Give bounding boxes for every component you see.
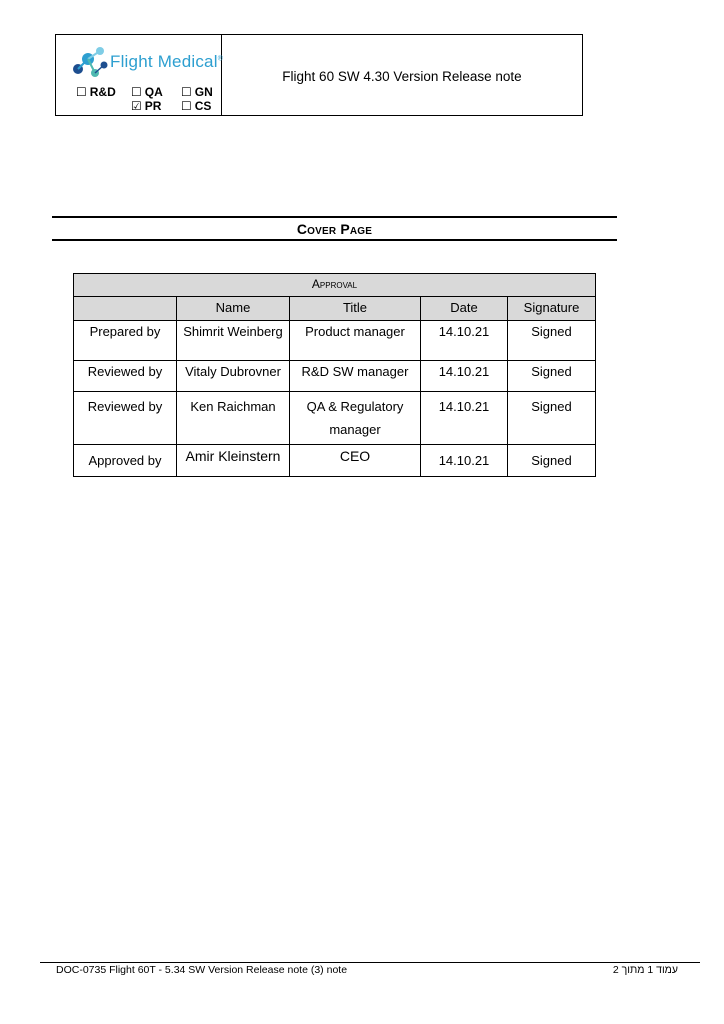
dept-pr[interactable] xyxy=(131,99,181,113)
registered-mark: ® xyxy=(217,55,224,63)
date-cell: 14.10.21 xyxy=(421,361,508,392)
column-header-name: Name xyxy=(177,297,290,321)
date-cell: 14.10.21 xyxy=(421,445,508,477)
cover-page-heading-box xyxy=(52,216,617,241)
role-cell: Reviewed by xyxy=(74,361,177,392)
column-header-title: Title xyxy=(290,297,421,321)
role-cell: Reviewed by xyxy=(74,392,177,445)
checkbox-icon: ☐ xyxy=(76,85,87,99)
signature-cell: Signed xyxy=(508,392,596,445)
approval-table xyxy=(73,273,596,477)
checked-checkbox-icon: ☑ xyxy=(131,99,142,113)
role-cell: Approved by xyxy=(74,445,177,477)
name-cell: Ken Raichman xyxy=(177,392,290,445)
footer-doc-reference: DOC-0735 Flight 60T - 5.34 SW Version Release note (3) note xyxy=(56,964,348,976)
signature-cell: Signed xyxy=(508,321,596,361)
role-cell: Prepared by xyxy=(74,321,177,361)
footer-page-number: עמוד 1 מתוך 2 xyxy=(612,964,678,976)
table-row xyxy=(74,445,596,477)
table-row xyxy=(74,361,596,392)
signature-cell: Signed xyxy=(508,361,596,392)
dept-rd[interactable] xyxy=(76,85,131,99)
date-cell: 14.10.21 xyxy=(421,392,508,445)
column-header-signature: Signature xyxy=(508,297,596,321)
dept-qa[interactable] xyxy=(131,85,181,99)
dept-label: R&D xyxy=(89,85,116,99)
column-header-date: Date xyxy=(421,297,508,321)
dept-label: PR xyxy=(144,99,162,113)
document-header xyxy=(55,34,583,116)
title-cell: Product manager xyxy=(290,321,421,361)
footer-divider xyxy=(40,962,700,963)
department-checkboxes xyxy=(76,85,222,113)
name-cell: Vitaly Dubrovner xyxy=(177,361,290,392)
signature-cell: Signed xyxy=(508,445,596,477)
dept-cs[interactable] xyxy=(181,99,211,113)
checkbox-icon: ☐ xyxy=(181,99,192,113)
table-row xyxy=(74,392,596,445)
header-logo-cell xyxy=(56,35,222,115)
dept-label: CS xyxy=(194,99,212,113)
approval-section-title: Approval xyxy=(74,274,596,297)
logo-wordmark: Flight Medical xyxy=(110,52,218,71)
title-cell: R&D SW manager xyxy=(290,361,421,392)
cover-page-title: Cover Page xyxy=(296,220,373,237)
dept-gn[interactable] xyxy=(181,85,213,99)
checkbox-icon: ☐ xyxy=(181,85,192,99)
document-title: Flight 60 SW 4.30 Version Release note xyxy=(282,68,522,84)
logo-text xyxy=(110,52,223,72)
date-cell: 14.10.21 xyxy=(421,321,508,361)
title-cell: QA & Regulatory manager xyxy=(290,392,421,445)
dept-label: QA xyxy=(144,85,163,99)
name-cell: Shimrit Weinberg xyxy=(177,321,290,361)
table-row xyxy=(74,321,596,361)
column-header-role xyxy=(74,297,177,321)
checkbox-icon: ☐ xyxy=(131,85,142,99)
name-cell: Amir Kleinstern xyxy=(177,445,290,477)
title-cell: CEO xyxy=(290,445,421,477)
dept-label: GN xyxy=(194,85,213,99)
